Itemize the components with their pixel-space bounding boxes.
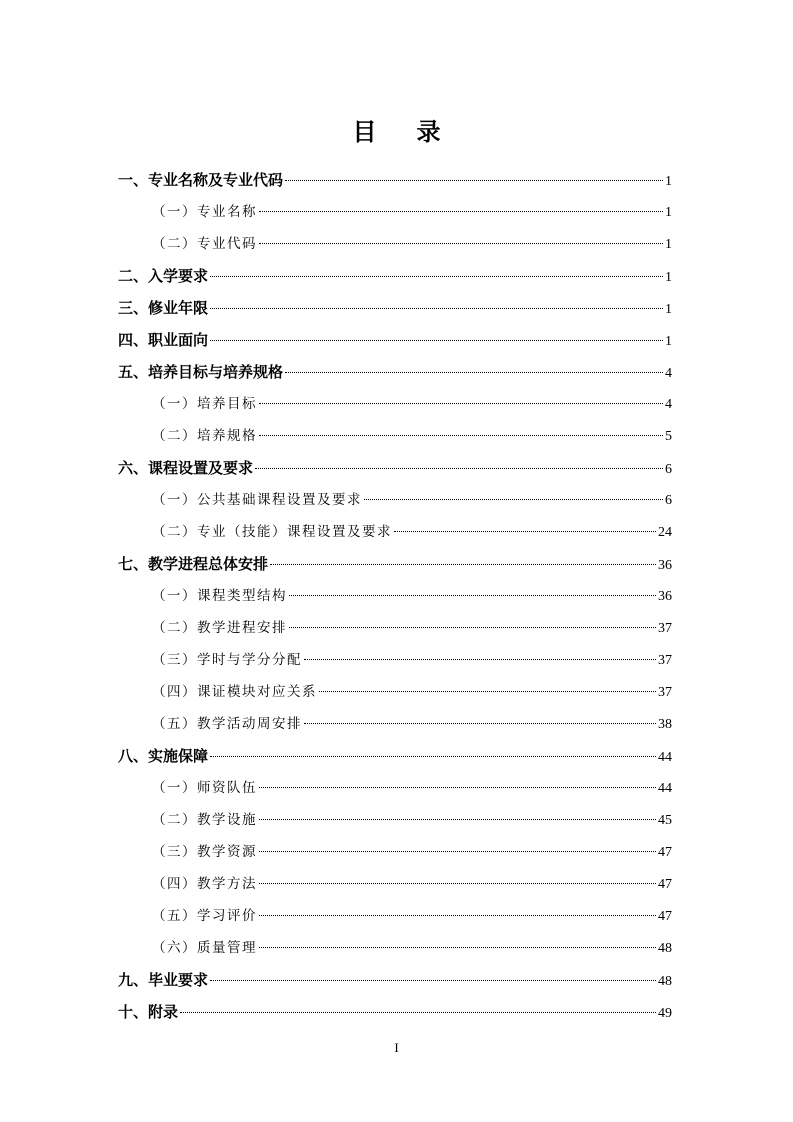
toc-entry-page-number: 48 — [658, 974, 672, 989]
toc-subsection-entry[interactable] — [118, 804, 672, 836]
dot-leader — [289, 627, 656, 628]
toc-entry-label: （二）培养规格 — [152, 428, 257, 444]
toc-subsection-entry[interactable] — [118, 420, 672, 452]
toc-section-entry[interactable] — [118, 260, 672, 292]
dot-leader — [259, 819, 656, 820]
table-of-contents — [118, 164, 672, 1028]
dot-leader — [259, 915, 656, 916]
toc-subsection-entry[interactable] — [118, 228, 672, 260]
toc-section-entry[interactable] — [118, 740, 672, 772]
toc-section-entry[interactable] — [118, 356, 672, 388]
toc-section-entry[interactable] — [118, 164, 672, 196]
dot-leader — [210, 980, 656, 981]
dot-leader — [259, 243, 663, 244]
toc-entry-page-number: 44 — [658, 781, 672, 796]
dot-leader — [285, 372, 663, 373]
dot-leader — [394, 531, 656, 532]
toc-entry-page-number: 4 — [665, 397, 672, 412]
toc-entry-page-number: 24 — [658, 525, 672, 540]
toc-entry-label: 三、修业年限 — [118, 299, 209, 317]
dot-leader — [180, 1012, 656, 1013]
dot-leader — [210, 308, 663, 309]
title-char-left: 目 — [352, 118, 377, 146]
dot-leader — [259, 883, 656, 884]
toc-subsection-entry[interactable] — [118, 388, 672, 420]
toc-entry-label: （一）师资队伍 — [152, 780, 257, 796]
dot-leader — [259, 787, 656, 788]
toc-subsection-entry[interactable] — [118, 836, 672, 868]
toc-section-entry[interactable] — [118, 548, 672, 580]
toc-entry-label: 五、培养目标与培养规格 — [118, 363, 284, 381]
toc-subsection-entry[interactable] — [118, 644, 672, 676]
toc-section-entry[interactable] — [118, 452, 672, 484]
toc-entry-page-number: 49 — [658, 1006, 672, 1021]
dot-leader — [259, 947, 656, 948]
toc-entry-page-number: 1 — [665, 302, 672, 317]
dot-leader — [259, 851, 656, 852]
dot-leader — [210, 756, 656, 757]
toc-entry-page-number: 1 — [665, 174, 672, 189]
toc-section-entry[interactable] — [118, 964, 672, 996]
toc-entry-label: （一）课程类型结构 — [152, 588, 287, 604]
toc-entry-page-number: 37 — [658, 653, 672, 668]
toc-subsection-entry[interactable] — [118, 484, 672, 516]
toc-entry-page-number: 5 — [665, 429, 672, 444]
toc-entry-label: 十、附录 — [118, 1003, 179, 1021]
toc-entry-page-number: 4 — [665, 366, 672, 381]
toc-entry-page-number: 47 — [658, 877, 672, 892]
dot-leader — [259, 211, 663, 212]
toc-entry-page-number: 44 — [658, 750, 672, 765]
dot-leader — [259, 403, 663, 404]
toc-entry-label: 七、教学进程总体安排 — [118, 555, 269, 573]
toc-entry-page-number: 47 — [658, 845, 672, 860]
toc-entry-page-number: 38 — [658, 717, 672, 732]
dot-leader — [304, 723, 656, 724]
toc-entry-page-number: 1 — [665, 205, 672, 220]
dot-leader — [270, 564, 656, 565]
toc-entry-label: （一）专业名称 — [152, 204, 257, 220]
toc-entry-label: 一、专业名称及专业代码 — [118, 171, 284, 189]
toc-subsection-entry[interactable] — [118, 708, 672, 740]
toc-subsection-entry[interactable] — [118, 612, 672, 644]
toc-subsection-entry[interactable] — [118, 196, 672, 228]
toc-entry-page-number: 47 — [658, 909, 672, 924]
dot-leader — [259, 435, 663, 436]
toc-section-entry[interactable] — [118, 292, 672, 324]
toc-entry-page-number: 1 — [665, 334, 672, 349]
toc-subsection-entry[interactable] — [118, 932, 672, 964]
toc-entry-page-number: 37 — [658, 621, 672, 636]
toc-subsection-entry[interactable] — [118, 516, 672, 548]
toc-subsection-entry[interactable] — [118, 772, 672, 804]
toc-entry-label: 二、入学要求 — [118, 267, 209, 285]
toc-entry-page-number: 37 — [658, 685, 672, 700]
toc-entry-label: 九、毕业要求 — [118, 971, 209, 989]
toc-entry-label: （六）质量管理 — [152, 940, 257, 956]
dot-leader — [255, 468, 663, 469]
toc-entry-page-number: 1 — [665, 237, 672, 252]
toc-entry-label: 六、课程设置及要求 — [118, 459, 254, 477]
toc-entry-page-number: 36 — [658, 589, 672, 604]
page-title — [0, 112, 793, 147]
toc-entry-label: （一）公共基础课程设置及要求 — [152, 492, 362, 508]
toc-entry-page-number: 6 — [665, 493, 672, 508]
toc-entry-label: （一）培养目标 — [152, 396, 257, 412]
toc-entry-page-number: 48 — [658, 941, 672, 956]
toc-entry-label: 八、实施保障 — [118, 747, 209, 765]
toc-entry-page-number: 6 — [665, 462, 672, 477]
toc-entry-page-number: 1 — [665, 270, 672, 285]
toc-entry-label: （二）专业（技能）课程设置及要求 — [152, 524, 392, 540]
toc-subsection-entry[interactable] — [118, 900, 672, 932]
dot-leader — [210, 340, 663, 341]
dot-leader — [210, 276, 663, 277]
dot-leader — [289, 595, 656, 596]
dot-leader — [304, 659, 656, 660]
dot-leader — [364, 499, 663, 500]
toc-entry-label: （五）教学活动周安排 — [152, 716, 302, 732]
toc-subsection-entry[interactable] — [118, 676, 672, 708]
toc-entry-label: （五）学习评价 — [152, 908, 257, 924]
toc-entry-label: （四）课证模块对应关系 — [152, 684, 317, 700]
dot-leader — [319, 691, 656, 692]
dot-leader — [285, 180, 663, 181]
toc-entry-label: （二）专业代码 — [152, 236, 257, 252]
toc-entry-page-number: 36 — [658, 558, 672, 573]
toc-subsection-entry[interactable] — [118, 580, 672, 612]
toc-entry-label: （三）学时与学分分配 — [152, 652, 302, 668]
title-char-right: 录 — [416, 118, 441, 146]
toc-entry-label: （二）教学进程安排 — [152, 620, 287, 636]
toc-entry-label: 四、职业面向 — [118, 331, 209, 349]
toc-subsection-entry[interactable] — [118, 868, 672, 900]
toc-entry-label: （四）教学方法 — [152, 876, 257, 892]
toc-entry-label: （二）教学设施 — [152, 812, 257, 828]
toc-section-entry[interactable] — [118, 324, 672, 356]
toc-entry-label: （三）教学资源 — [152, 844, 257, 860]
toc-section-entry[interactable] — [118, 996, 672, 1028]
page-number-footer: I — [394, 1040, 399, 1055]
toc-entry-page-number: 45 — [658, 813, 672, 828]
